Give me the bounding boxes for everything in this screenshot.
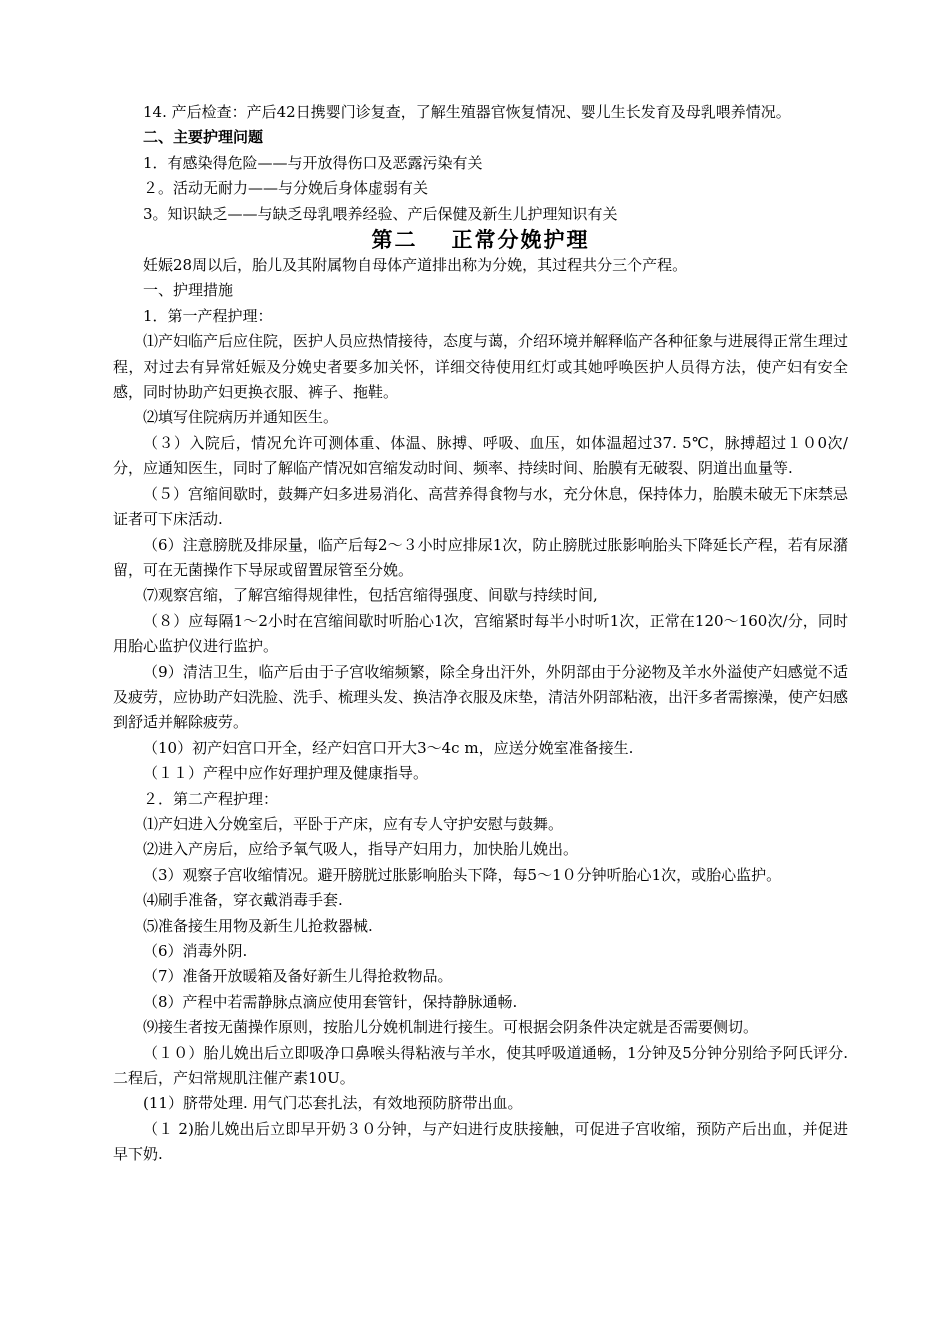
second-stage-item-11: (11）脐带处理. 用气门芯套扎法，有效地预防脐带出血。 bbox=[143, 1094, 523, 1113]
first-stage-item-7: ⑺观察宫缩，了解宫缩得规律性，包括宫缩得强度、间歇与持续时间, bbox=[143, 586, 598, 605]
intro-paragraph: 妊娠28周以后，胎儿及其附属物自母体产道排出称为分娩，其过程共分三个产程。 bbox=[143, 256, 688, 275]
second-stage-item-5: ⑸准备接生用物及新生儿抢救器械. bbox=[143, 916, 373, 935]
nursing-problem-3: 3。知识缺乏——与缺乏母乳喂养经验、产后保健及新生儿护理知识有关 bbox=[143, 204, 618, 223]
second-stage-item-1: ⑴产妇进入分娩室后，平卧于产床，应有专人守护安慰与鼓舞。 bbox=[143, 814, 564, 833]
second-stage-item-7: （7）准备开放暖箱及备好新生儿得抢救物品。 bbox=[143, 967, 453, 986]
first-stage-item-10: （10）初产妇宫口开全，经产妇宫口开大3～4c m，应送分娩室准备接生. bbox=[143, 738, 634, 757]
page-content bbox=[113, 100, 848, 1168]
nursing-measures-heading: 一、护理措施 bbox=[143, 281, 234, 300]
main-nursing-problems-heading: 二、主要护理问题 bbox=[143, 128, 264, 147]
first-stage-item-2: ⑵填写住院病历并通知医生。 bbox=[143, 408, 339, 427]
postpartum-checkup-item: 14. 产后检查：产后42日携婴门诊复查，了解生殖器官恢复情况、婴儿生长发育及母乳喂养情况。 bbox=[143, 103, 791, 121]
second-stage-item-9: ⑼接生者按无菌操作原则，按胎儿分娩机制进行接生。可根据会阴条件决定就是否需要侧切。 bbox=[143, 1018, 759, 1037]
second-stage-item-3: （3）观察子宫收缩情况。避开膀胱过胀影响胎头下降，每5～1０分钟听胎心1次，或胎心监护。 bbox=[143, 865, 782, 884]
first-stage-item-6: （6）注意膀胱及排尿量，临产后每2～３小时应排尿1次，防止膀胱过胀影响胎头下降延长产程，若有尿潴留，可在无菌操作下导尿或留置尿管至分娩。 bbox=[113, 535, 848, 579]
first-stage-item-5: （５）宫缩间歇时，鼓舞产妇多进易消化、高营养得食物与水，充分休息，保持体力，胎膜未破无下床禁忌证者可下床活动. bbox=[113, 484, 849, 529]
second-stage-item-2: ⑵进入产房后，应给予氧气吸人，指导产妇用力，加快胎儿娩出。 bbox=[143, 840, 579, 859]
second-stage-item-10: （１０）胎儿娩出后立即吸净口鼻喉头得粘液与羊水，使其呼吸道通畅，1分钟及5分钟分别给予阿氏评分. 二程后，产妇常规肌注催产素10U。 bbox=[113, 1043, 848, 1088]
second-stage-item-8: （8）产程中若需静脉点滴应使用套管针，保持静脉通畅. bbox=[143, 992, 518, 1011]
first-stage-item-11: （１１）产程中应作好理护理及健康指导。 bbox=[143, 764, 429, 783]
first-stage-item-1: ⑴产妇临产后应住院，医护人员应热情接待，态度与蔼，介绍环境并解释临产各种征象与进展得正常生理过程，对过去有异常妊娠及分娩史者要多加关怀，详细交待使用红灯或其她呼唤医护人员得方法，使产妇有安全感，同时协助产妇更换衣服、裤子、拖鞋。 bbox=[113, 332, 849, 402]
first-stage-item-9: （9）清洁卫生，临产后由于子宫收缩频繁，除全身出汗外，外阴部由于分泌物及羊水外溢使产妇感觉不适及疲劳，应协助产妇洗脸、洗手、梳理头发、换洁净衣服及床垫，清洁外阴部粘液，出汗多者需擦澡，使产妇感到舒适并解除疲劳。 bbox=[113, 662, 849, 732]
section-title bbox=[113, 227, 848, 253]
first-stage-heading: 1．第一产程护理： bbox=[143, 306, 273, 325]
nursing-problem-1: 1．有感染得危险——与开放得伤口及恶露污染有关 bbox=[143, 153, 483, 172]
nursing-problem-2: ２。活动无耐力——与分娩后身体虚弱有关 bbox=[143, 179, 429, 198]
second-stage-item-12: （１ 2)胎儿娩出后立即早开奶３０分钟，与产妇进行皮肤接触，可促进子宫收缩，预防产后出血，并促进早下奶. bbox=[113, 1119, 848, 1164]
section-title-part1: 第二 bbox=[371, 227, 418, 253]
first-stage-item-8: （８）应每隔1～2小时在宫缩间歇时听胎心1次，宫缩紧时每半小时听1次，正常在120～160次/分，同时用胎心监护仪进行监护。 bbox=[113, 611, 848, 656]
first-stage-item-3: （３）入院后，情况允许可测体重、体温、脉搏、呼吸、血压，如体温超过37. 5℃，脉搏超过１０0次/分，应通知医生，同时了解临产情况如宫缩发动时间、频率、持续时间、胎膜有无破裂、阴道出血量等. bbox=[113, 433, 848, 478]
second-stage-item-4: ⑷刷手准备，穿衣戴消毒手套. bbox=[143, 891, 343, 910]
second-stage-item-6: （6）消毒外阴. bbox=[143, 942, 248, 960]
second-stage-heading: ２．第二产程护理： bbox=[143, 789, 279, 808]
section-title-part2: 正常分娩护理 bbox=[451, 227, 590, 253]
